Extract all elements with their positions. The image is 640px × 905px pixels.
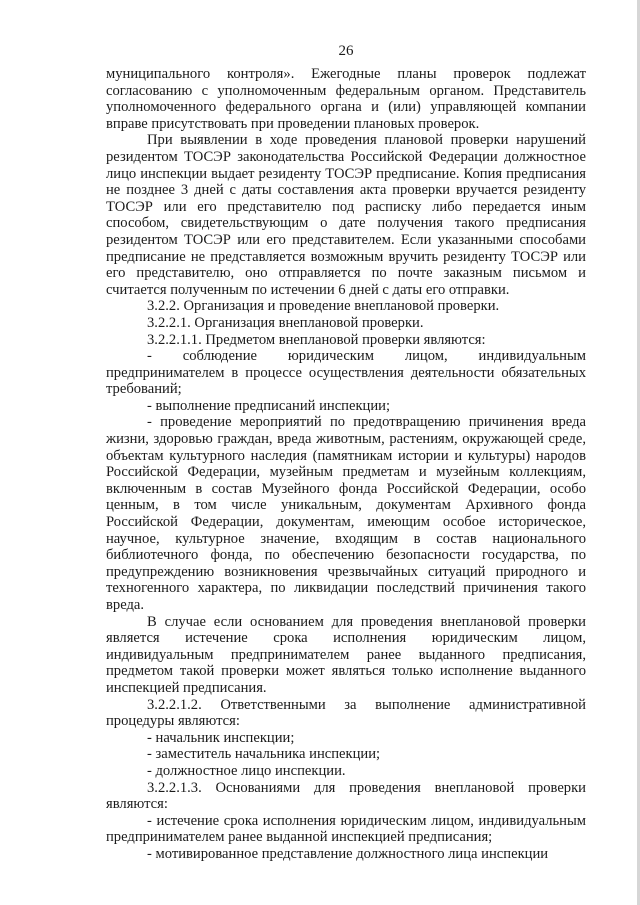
document-body (106, 66, 586, 863)
list-item: - заместитель начальника инспекции; (147, 746, 381, 763)
list-item: - выполнение предписаний инспекции; (147, 397, 391, 414)
list-item: - истечение срока исполнения юридическим лицом, индивидуальным предпринимателем ранее выданной инспекцией предписания; (106, 812, 586, 846)
list-item: - должностное лицо инспекции. (147, 762, 346, 779)
page-number: 26 (338, 43, 354, 59)
section-heading: 3.2.2.1. Организация внеплановой проверки. (147, 314, 424, 331)
list-item: - соблюдение юридическим лицом, индивидуальным предпринимателем в процессе осуществления деятельности обязательных требований; (106, 348, 586, 398)
paragraph: муниципального контроля». Ежегодные планы проверок подлежат согласованию с уполномоченным федеральным органом. Представитель уполномоченного федерального органа и (или) управляющей компании вправе присутствовать при проведении плановых проверок. (106, 66, 586, 132)
list-item: - мотивированное представление должностного лица инспекции (147, 845, 549, 862)
section-heading: 3.2.2.1.2. Ответственными за выполнение административной процедуры являются: (106, 696, 586, 730)
section-heading: 3.2.2.1.1. Предметом внеплановой проверки являются: (147, 331, 486, 348)
paragraph: При выявлении в ходе проведения плановой проверки нарушений резидентом ТОСЭР законодательства Российской Федерации должностное лицо инспекции выдает резиденту ТОСЭР предписание. Копия предписания не позднее 3 дней с даты составления акта проверки вручается резиденту ТОСЭР или его представителю под расписку либо передается иным способом, свидетельствующим о дате получения такого предписания резидентом ТОСЭР или его представителем. Если указанными способами предписание не представляется возможным вручить резиденту ТОСЭР или его представителю, оно отправляется по почте заказным письмом и считается полученным по истечении 6 дней с даты его отправки. (106, 132, 586, 298)
section-heading: 3.2.2.1.3. Основаниями для проведения внеплановой проверки являются: (106, 779, 586, 813)
paragraph: В случае если основанием для проведения внеплановой проверки является истечение срока исполнения юридическим лицом, индивидуальным предпринимателем ранее выданного предписания, предметом такой проверки может являться только исполнение выданного инспекцией предписания. (106, 613, 586, 696)
list-item: - проведение мероприятий по предотвращению причинения вреда жизни, здоровью граждан, вреда животным, растениям, окружающей среде, объектам культурного наследия (памятникам истории и культуры) народов Российской Федерации, музейным предметам и музейным коллекциям, включенным в состав Музейного фонда Российской Федерации, особо ценным, в том числе уникальным, документам Архивного фонда Российской Федерации, документам, имеющим особое историческое, научное, культурное значение, входящим в состав национального библиотечного фонда, по обеспечению безопасности государства, по предупреждению возникновения чрезвычайных ситуаций природного и техногенного характера, по ликвидации последствий причинения такого вреда. (106, 414, 586, 613)
list-item: - начальник инспекции; (147, 729, 295, 746)
section-heading: 3.2.2. Организация и проведение внеплановой проверки. (147, 298, 500, 315)
